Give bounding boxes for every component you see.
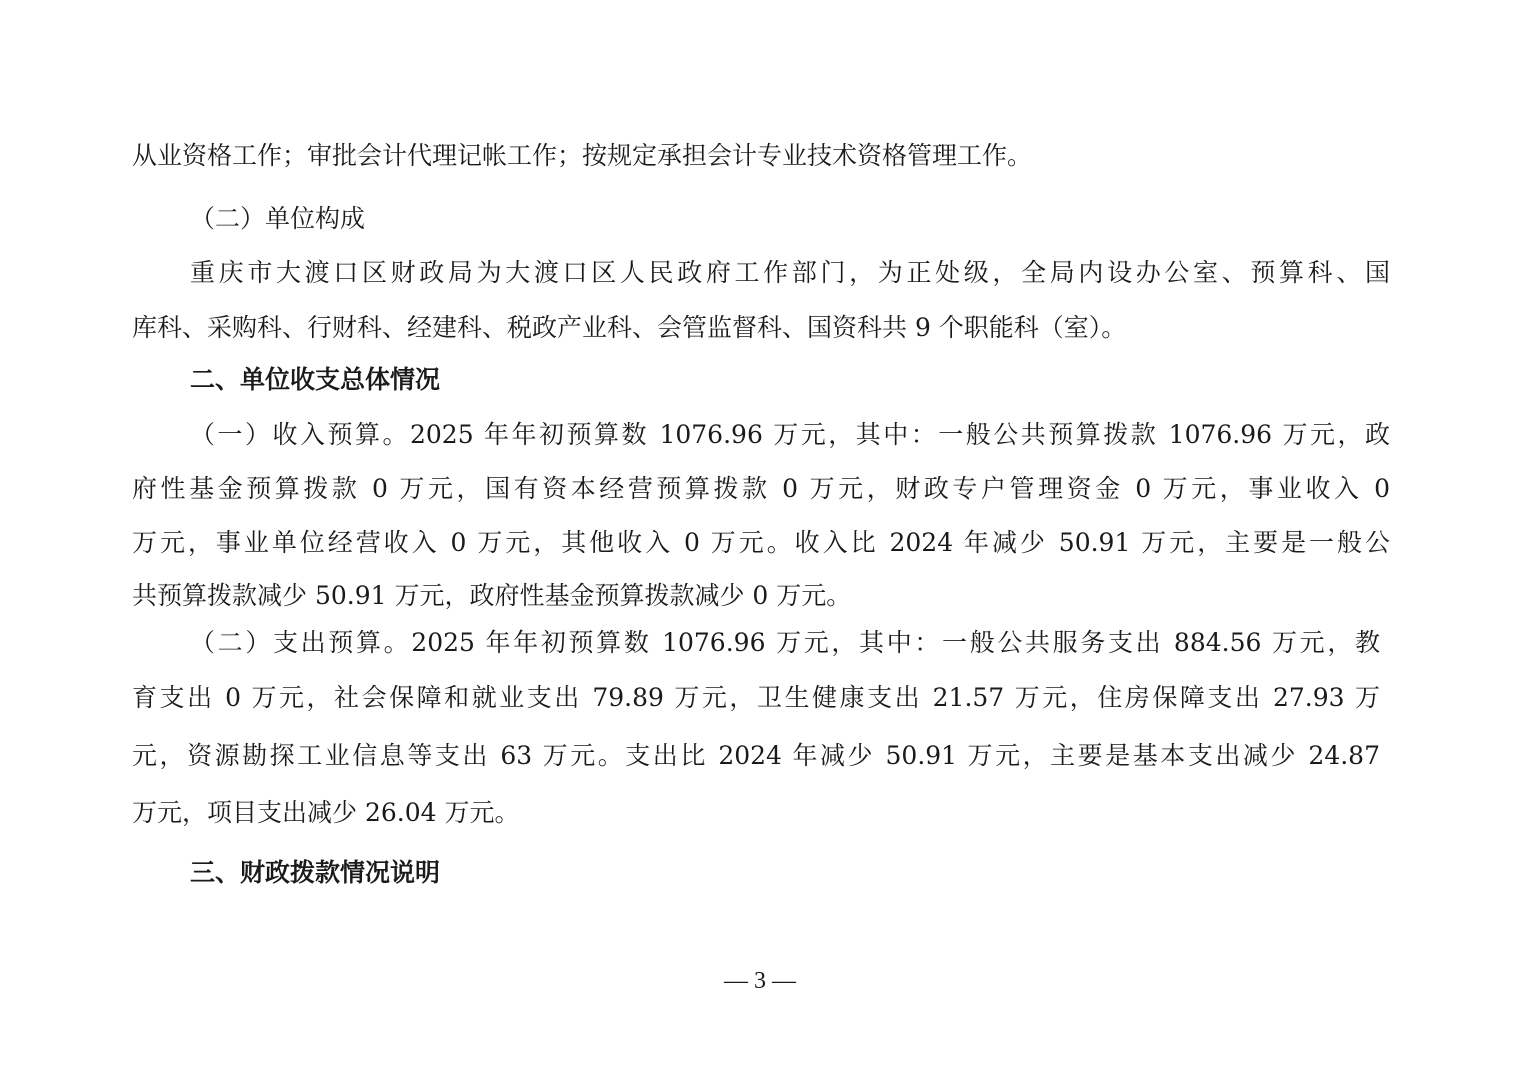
paragraph-line: 万元，事业单位经营收入 0 万元，其他收入 0 万元。收入比 2024 年减少 50.91 万元，主要是一般公 (132, 528, 1390, 557)
page-number: — 3 — (724, 968, 796, 994)
section-heading: 三、财政拨款情况说明 (190, 858, 441, 887)
paragraph-line: 共预算拨款减少 50.91 万元，政府性基金预算拨款减少 0 万元。 (132, 581, 852, 610)
paragraph-line: 元，资源勘探工业信息等支出 63 万元。支出比 2024 年减少 50.91 万元，主要是基本支出减少 24.87 (132, 741, 1380, 770)
paragraph-line: 重庆市大渡口区财政局为大渡口区人民政府工作部门，为正处级，全局内设办公室、预算科、国 (190, 258, 1390, 287)
section-heading: 二、单位收支总体情况 (190, 365, 441, 394)
paragraph-line: 从业资格工作；审批会计代理记帐工作；按规定承担会计专业技术资格管理工作。 (132, 141, 1033, 170)
document-page (132, 0, 1390, 1074)
paragraph-line: 库科、采购科、行财科、经建科、税政产业科、会管监督科、国资科共 9 个职能科（室）。 (132, 313, 1127, 342)
paragraph-line: 万元，项目支出减少 26.04 万元。 (132, 798, 520, 827)
subsection-heading: （二）单位构成 (190, 204, 366, 233)
paragraph-line: （二）支出预算。2025 年年初预算数 1076.96 万元，其中：一般公共服务支出 884.56 万元，教 (190, 628, 1380, 657)
paragraph-line: 府性基金预算拨款 0 万元，国有资本经营预算拨款 0 万元，财政专户管理资金 0 万元，事业收入 0 (132, 474, 1390, 503)
paragraph-line: （一）收入预算。2025 年年初预算数 1076.96 万元，其中：一般公共预算拨款 1076.96 万元，政 (190, 420, 1390, 449)
paragraph-line: 育支出 0 万元，社会保障和就业支出 79.89 万元，卫生健康支出 21.57 万元，住房保障支出 27.93 万 (132, 683, 1380, 712)
